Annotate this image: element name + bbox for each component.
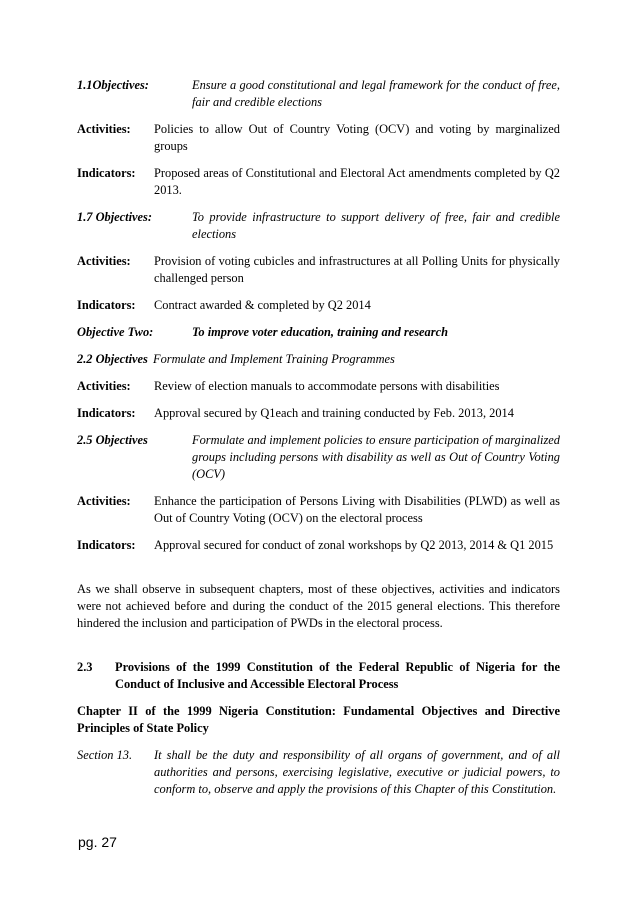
section-heading — [77, 659, 560, 693]
summary-paragraph: As we shall observe in subsequent chapters, most of these objectives, activities and indicators were not achieved before and during the conduct of the 2015 general elections. This therefore hindered the inclusion and participation of PWDs in the electoral process. — [77, 582, 560, 630]
indicators-label: Indicators: — [77, 166, 136, 180]
activities-text: Provision of voting cubicles and infrastructures at all Polling Units for physically challenged person — [154, 254, 560, 285]
objective-two-text: To improve voter education, training and research — [192, 325, 448, 339]
indicators-label: Indicators: — [77, 298, 136, 312]
objective-1-1 — [77, 77, 560, 111]
objective-2-2 — [77, 351, 560, 368]
indicators-4 — [77, 537, 560, 571]
activities-text: Policies to allow Out of Country Voting (OCV) and voting by marginalized groups — [154, 122, 560, 153]
indicators-3 — [77, 405, 560, 422]
objective-label: 1.1Objectives: — [77, 78, 149, 92]
activities-text: Enhance the participation of Persons Living with Disabilities (PLWD) as well as Out of Country Voting (OCV) on the electoral process — [154, 494, 560, 525]
section-13-label: Section 13. — [77, 748, 133, 762]
activities-label: Activities: — [77, 494, 131, 508]
indicators-label: Indicators: — [77, 538, 136, 552]
chapter-heading: Chapter II of the 1999 Nigeria Constitution: Fundamental Objectives and Directive Principles of State Policy — [77, 704, 560, 735]
section-number: 2.3 — [77, 660, 93, 674]
indicators-label: Indicators: — [77, 406, 136, 420]
activities-label: Activities: — [77, 254, 131, 268]
activities-3 — [77, 378, 560, 395]
indicators-1 — [77, 165, 560, 199]
indicators-text: Approval secured for conduct of zonal workshops by Q2 2013, 2014 & Q1 2015 — [154, 538, 554, 552]
section-title: Provisions of the 1999 Constitution of the Federal Republic of Nigeria for the Conduct of Inclusive and Accessible Electoral Process — [115, 660, 560, 691]
objective-two-label: Objective Two: — [77, 325, 154, 339]
indicators-text: Approval secured by Q1each and training conducted by Feb. 2013, 2014 — [154, 406, 514, 420]
objective-text: Ensure a good constitutional and legal framework for the conduct of free, fair and credible elections — [192, 78, 560, 109]
objective-label: 2.5 Objectives — [77, 433, 148, 447]
activities-text: Review of election manuals to accommodate persons with disabilities — [154, 379, 500, 393]
objective-1-7 — [77, 209, 560, 243]
objective-text: Formulate and Implement Training Programmes — [153, 352, 395, 366]
objective-text: To provide infrastructure to support delivery of free, fair and credible elections — [192, 210, 560, 241]
indicators-2 — [77, 297, 560, 314]
objective-text: Formulate and implement policies to ensure participation of marginalized groups including persons with disability as well as Out of Country Voting (OCV) — [192, 433, 560, 481]
indicators-text: Proposed areas of Constitutional and Electoral Act amendments completed by Q2 2013. — [154, 166, 560, 197]
indicators-text: Contract awarded & completed by Q2 2014 — [154, 298, 371, 312]
document-page — [77, 77, 560, 798]
objective-label: 1.7 Objectives: — [77, 210, 153, 224]
activities-1 — [77, 121, 560, 155]
activities-label: Activities: — [77, 122, 131, 136]
objective-label: 2.2 Objectives — [77, 352, 148, 366]
activities-4 — [77, 493, 560, 527]
activities-label: Activities: — [77, 379, 131, 393]
page-number: pg. 27 — [78, 834, 117, 850]
objective-two — [77, 324, 560, 341]
section-13 — [77, 747, 560, 798]
objective-2-5 — [77, 432, 560, 483]
section-13-text: It shall be the duty and responsibility of all organs of government, and of all authorities and persons, exercising legislative, executive or judicial powers, to conform to, observe and apply the provisions of this Chapter of this Constitution. — [154, 748, 560, 796]
activities-2 — [77, 253, 560, 287]
